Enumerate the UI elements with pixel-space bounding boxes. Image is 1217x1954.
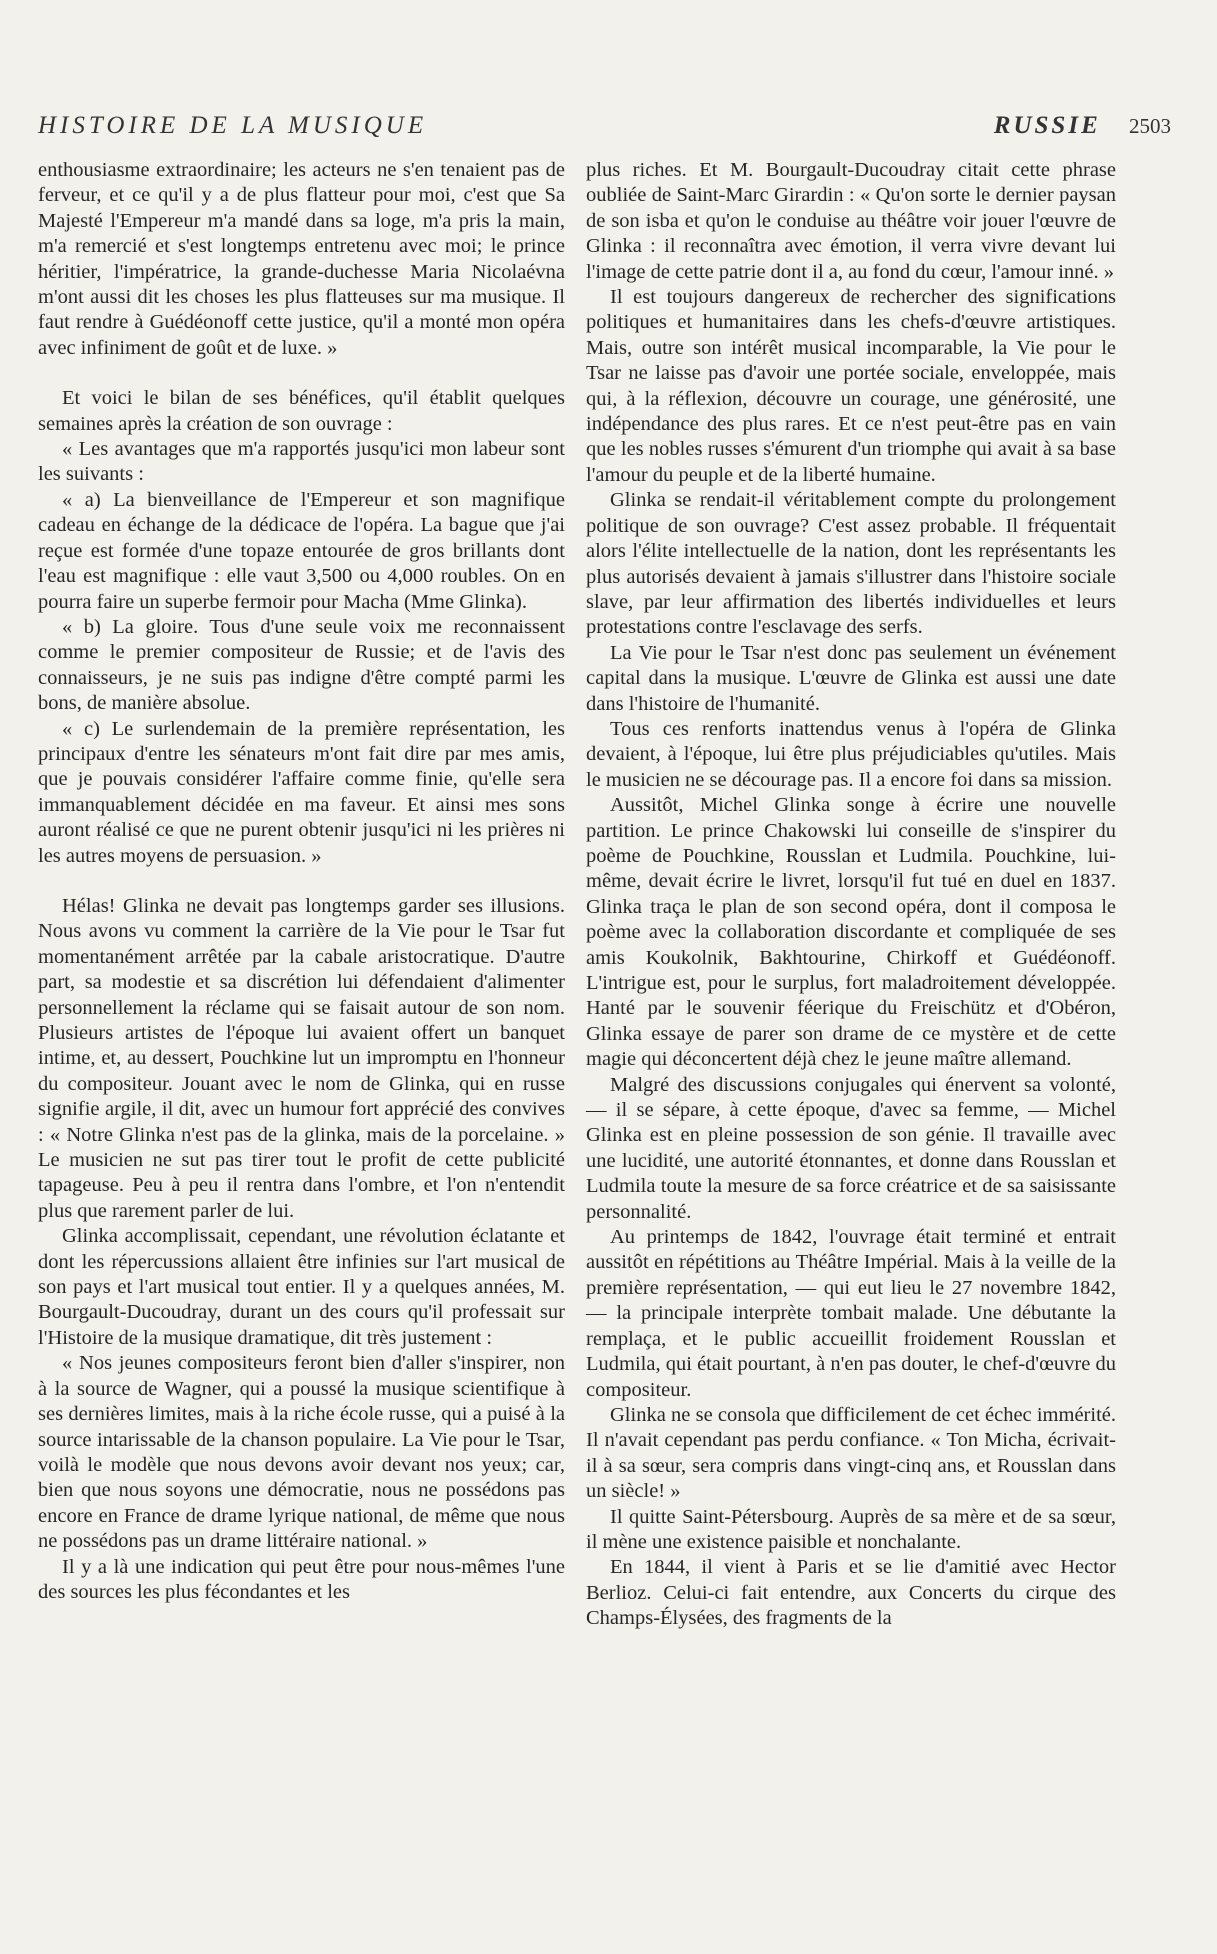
paragraph: Malgré des discussions conjugales qui énervent sa volonté, — il se sépare, à cette époque, d'avec sa femme, — Michel Glinka est en pleine possession de son génie. Il travaille avec une lucidité, une autorité étonnantes, et donne dans Rousslan et Ludmila toute la mesure de sa force créatrice et de sa saisissante personnalité. (586, 1073, 1116, 1223)
right-column (586, 158, 1116, 1632)
list-paragraph: « b) La gloire. Tous d'une seule voix me reconnaissent comme le premier compositeur de Russie; et de l'avis des connaisseurs, je ne suis pas indigne d'être compté parmi les bons, de manière absolue. (38, 615, 565, 715)
paragraph: Tous ces renforts inattendus venus à l'opéra de Glinka devaient, à l'époque, lui être plus préjudiciables qu'utiles. Mais le musicien ne se décourage pas. Il a encore foi dans sa mission. (586, 717, 1116, 791)
paragraph: Aussitôt, Michel Glinka songe à écrire une nouvelle partition. Le prince Chakowski lui conseille de s'inspirer du poème de Pouchkine, Rousslan et Ludmila. Pouchkine, lui-même, devait écrire le livret, lorsqu'il fut tué en duel en 1837. Glinka traça le plan de son second opéra, dont il composa le poème avec la collaboration discordante et compliquée de ses amis Koukolnik, Bakhtourine, Chirkoff et Guédéonoff. L'intrigue est, pour le surplus, fort maladroitement développée. Hanté par le souvenir féerique du Freischütz et d'Obéron, Glinka essaye de parer son drame de ce mystère et de cette magie qui déconcertent déjà chez le jeune maître allemand. (586, 794, 1116, 1071)
paragraph: Il y a là une indication qui peut être pour nous-mêmes l'une des sources les plus fécondantes et les (38, 1555, 565, 1603)
list-paragraph: « a) La bienveillance de l'Empereur et son magnifique cadeau en échange de la dédicace de l'opéra. La bague que j'ai reçue est formée d'une topaze entourée de gros brillants dont l'eau est magnifique : elle vaut 3,500 ou 4,000 roubles. On en pourra faire un superbe fermoir pour Macha (Mme Glinka). (38, 488, 565, 613)
left-column (38, 158, 565, 1605)
quote-paragraph: « Nos jeunes compositeurs feront bien d'aller s'inspirer, non à la source de Wagner, qui a poussé la musique scientifique à ses dernières limites, mais à la riche école russe, qui a puisé à la source intarissable de la chanson populaire. La Vie pour le Tsar, voilà le modèle que nous devons avoir devant nos yeux; car, bien que nous soyons une démocratie, nous ne possédons pas encore en France de drame lyrique national, de même que nous ne possédons pas un drame littéraire national. » (38, 1352, 565, 1553)
running-header-left: HISTOIRE DE LA MUSIQUE (38, 112, 428, 139)
paragraph: Hélas! Glinka ne devait pas longtemps garder ses illusions. Nous avons vu comment la carrière de la Vie pour le Tsar fut momentanément arrêtée par la cabale aristocratique. D'autre part, sa modestie et sa discrétion lui défendaient d'alimenter personnellement la réclame qui se faisait autour de son nom. Plusieurs artistes de l'époque lui avaient offert un banquet intime, et, au dessert, Pouchkine lut un impromptu en l'honneur du compositeur. Jouant avec le nom de Glinka, qui en russe signifie argile, il dit, avec un humour fort apprécié des convives : « Notre Glinka n'est pas de la glinka, mais de la porcelaine. » Le musicien ne sut pas tirer tout le profit de cette publicité tapageuse. Peu à peu il rentra dans l'ombre, et l'on n'entendit plus que rarement parler de lui. (38, 894, 565, 1222)
page-number: 2503 (1129, 114, 1171, 138)
paragraph: « Les avantages que m'a rapportés jusqu'ici mon labeur sont les suivants : (38, 438, 565, 486)
paragraph: Et voici le bilan de ses bénéfices, qu'il établit quelques semaines après la création de son ouvrage : (38, 387, 565, 435)
paragraph: Il quitte Saint-Pétersbourg. Auprès de sa mère et de sa sœur, il mène une existence paisible et nonchalante. (586, 1505, 1116, 1553)
paragraph: Il est toujours dangereux de rechercher des significations politiques et humanitaires dans les chefs-d'œuvre artistiques. Mais, outre son intérêt musical incomparable, la Vie pour le Tsar ne laisse pas d'avoir une portée sociale, enveloppée, mais qui, à la réflexion, découvre un courage, une générosité, une indépendance des plus rares. Et ce n'est peut-être pas en vain que les nobles russes s'émurent d'un triomphe qui avait à sa base l'amour du peuple et de la liberté humaine. (586, 286, 1116, 486)
section-title: RUSSIE (993, 112, 1101, 139)
running-header-right (994, 112, 1171, 140)
paragraph: Glinka accomplissait, cependant, une révolution éclatante et dont les répercussions allaient être infinies sur l'art musical de son pays et l'art musical tout entier. Il y a quelques années, M. Bourgault-Ducoudray, durant un des cours qu'il professait sur l'Histoire de la musique dramatique, dit très justement : (38, 1225, 565, 1349)
paragraph: Au printemps de 1842, l'ouvrage était terminé et entrait aussitôt en répétitions au Théâtre Impérial. Mais à la veille de la première représentation, — qui eut lieu le 27 novembre 1842, — la principale interprète tombait malade. Une débutante la remplaça, et le public accueillit froidement Rousslan et Ludmila, qui était pourtant, à n'en pas douter, le chef-d'œuvre du compositeur. (586, 1226, 1116, 1401)
paragraph: plus riches. Et M. Bourgault-Ducoudray citait cette phrase oubliée de Saint-Marc Girardin : « Qu'on sorte le dernier paysan de son isba et qu'on le conduise au théâtre voir jouer l'œuvre de Glinka : il reconnaîtra avec émotion, il verra vivre devant lui l'image de cette patrie dont il a, au fond du cœur, l'amour inné. » (586, 159, 1116, 283)
paragraph: La Vie pour le Tsar n'est donc pas seulement un événement capital dans la musique. L'œuvre de Glinka est aussi une date dans l'histoire de l'humanité. (586, 641, 1116, 715)
paragraph: Glinka se rendait-il véritablement compte du prolongement politique de son ouvrage? C'est assez probable. Il fréquentait alors l'élite intellectuelle de la nation, dont les représentants les plus autorisés devaient à jamais s'illustrer dans l'histoire sociale slave, par leur affirmation des libertés individuelles et leurs protestations contre l'esclavage des serfs. (586, 489, 1116, 639)
paragraph: En 1844, il vient à Paris et se lie d'amitié avec Hector Berlioz. Celui-ci fait entendre, aux Concerts du cirque des Champs-Élysées, des fragments de la (586, 1556, 1116, 1630)
list-paragraph: « c) Le surlendemain de la première représentation, les principaux d'entre les sénateurs m'ont fait dire par mes amis, que je pouvais considérer l'affaire comme finie, qu'elle sera immanquablement décidée en ma faveur. Et ainsi mes sons auront réalisé ce que ne purent obtenir jusqu'ici ni les prières ni les autres moyens de persuasion. » (38, 717, 565, 867)
paragraph: enthousiasme extraordinaire; les acteurs ne s'en tenaient pas de ferveur, et ce qu'il y a de plus flatteur pour moi, c'est que Sa Majesté l'Empereur m'a mandé dans sa loge, m'a pris la main, m'a remercié et s'est longtemps entretenu avec moi; le prince héritier, l'impératrice, la grande-duchesse Maria Nicolaévna m'ont aussi dit les choses les plus flatteuses sur ma musique. Il faut rendre à Guédéonoff cette justice, qu'il a monté mon opéra avec infiniment de goût et de luxe. » (38, 159, 565, 359)
paragraph: Glinka ne se consola que difficilement de cet échec immérité. Il n'avait cependant pas perdu confiance. « Ton Micha, écrivait-il à sa sœur, sera compris dans vingt-cinq ans, et Rousslan dans un siècle! » (586, 1403, 1116, 1503)
